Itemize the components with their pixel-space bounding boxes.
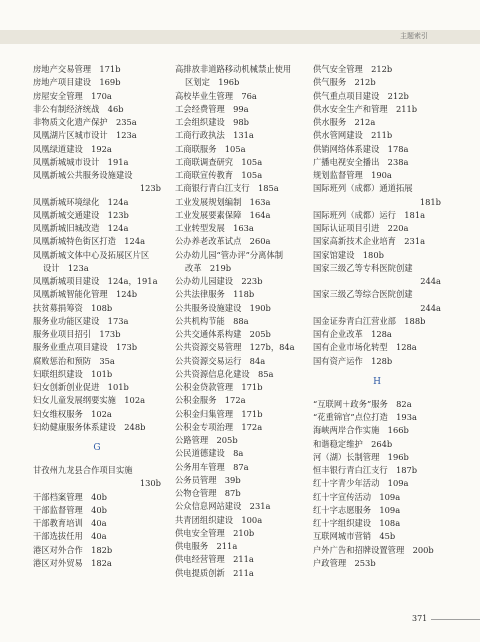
entry-list-col3-a	[313, 63, 441, 368]
index-entry: 国家三级乙等专科医院创建	[313, 262, 413, 273]
index-entry: 服务业功能区建设 173a	[33, 315, 129, 326]
index-entry: 供销网络体系建设 178a	[313, 143, 409, 154]
index-entry: 国家高新技术企业培育 231a	[313, 236, 426, 247]
index-entry: 规划监督管理 190a	[313, 170, 392, 180]
index-entry: 户政管理 253b	[313, 557, 376, 568]
index-entry: 国有企业改革 128a	[313, 329, 392, 339]
index-entry: 房地产交易管理 171b	[33, 64, 121, 74]
index-entry: 干部教育培训 40a	[33, 518, 107, 528]
page-number: 371	[412, 614, 428, 623]
index-entry: 房屋安全管理 170a	[33, 90, 112, 101]
index-entry: 海峡两岸合作实施 166b	[313, 425, 409, 436]
index-entry: 公物仓管理 87b	[175, 488, 241, 498]
index-entry: 工商行政执法 131a	[175, 130, 254, 141]
entry-list-col1-b	[33, 464, 161, 570]
index-column-3	[313, 63, 441, 570]
index-entry: 供气服务 212b	[313, 77, 376, 88]
running-header-label: 主题索引	[400, 32, 428, 40]
index-entry: 高校毕业生管理 76a	[175, 90, 257, 101]
running-header	[0, 30, 480, 44]
index-entry: 凤凰新城交通建设 123b	[33, 209, 129, 220]
index-entry: 供水服务 212a	[313, 117, 376, 127]
index-entry: 国际认证项目引进 220a	[313, 223, 409, 233]
section-letter-g: G	[93, 443, 101, 453]
index-entry: 妇幼健康服务体系建设 248b	[33, 421, 146, 432]
index-entry: 工业发展要素保障 164a	[175, 209, 271, 220]
index-entry: 国金证券青白江营业部 188b	[313, 315, 426, 326]
index-entry: 互联网城市营销 45b	[313, 531, 396, 542]
index-entry: 工业转型发展 163a	[175, 223, 254, 233]
index-entry: 红十字组织建设 108a	[313, 518, 401, 528]
entry-list-col3-b	[313, 398, 441, 570]
index-entry: 公办幼儿园“管办评”分离体制	[175, 249, 284, 260]
index-entry: 公众信息网站建设 231a	[175, 501, 271, 512]
index-entry: 凤凰新城旧城改造 124a	[33, 223, 129, 233]
index-entry: 供水管网建设 211b	[313, 130, 393, 141]
index-entry: 公民道德建设 8a	[175, 448, 244, 459]
index-entry: 非公有制经济统战 46b	[33, 103, 124, 114]
index-entry: 公积金贷款管理 171b	[175, 382, 263, 392]
index-entry: 凤凰新城公共服务设施建设	[33, 170, 133, 180]
index-entry: 公务员管理 39b	[175, 474, 241, 485]
index-entry: 供电服务 211a	[175, 541, 238, 551]
index-entry: 房地产项目建设 169b	[33, 77, 121, 88]
section-letter-h: H	[373, 376, 381, 387]
index-entry: 凤凰新城城市设计 191a	[33, 156, 129, 167]
index-entry: 广播电视安全播出 238a	[313, 156, 409, 167]
index-entry: “互联网＋政务”服务 82a	[313, 398, 412, 409]
index-entry: 公共资源信息化建设 85a	[175, 368, 274, 379]
index-entry: 国有资产运作 128b	[313, 355, 393, 366]
index-entry: 服务业重点项目建设 173b	[33, 342, 138, 353]
index-entry: 244a	[420, 302, 441, 313]
index-entry: 工业发展规划编制 163a	[175, 196, 271, 207]
index-entry: 供电安全管理 210b	[175, 527, 255, 538]
index-entry: 共青团组织建设 100a	[175, 514, 263, 525]
index-entry: 凤凰绿道建设 192a	[33, 143, 112, 154]
index-entry: 公务用车管理 87a	[175, 461, 249, 472]
index-entry: 妇女创新创业促进 101b	[33, 382, 129, 392]
index-entry: 工会组织建设 98b	[175, 117, 249, 127]
index-entry: 130b	[139, 478, 161, 489]
index-column-2	[175, 63, 303, 580]
index-entry: 供电提质创新 211a	[175, 567, 254, 578]
index-entry: 改革 219b	[185, 262, 232, 273]
index-entry: 凤凰新城智能化管理 124b	[33, 289, 138, 300]
index-entry: 设计 123a	[43, 262, 89, 273]
index-entry: 供电经营管理 211a	[175, 554, 254, 565]
index-entry: 工商联宣传教育 105a	[175, 170, 263, 180]
index-entry: 244a	[420, 276, 441, 286]
index-entry: 非物质文化遗产保护 235a	[33, 117, 137, 127]
page-rule	[431, 619, 480, 620]
index-entry: 腐败惩治和预防 35a	[33, 355, 115, 366]
index-entry: 红十字志愿服务 109a	[313, 504, 401, 515]
index-entry: 国际班列（成都）运行 181a	[313, 209, 426, 220]
index-entry: 供水安全生产和管理 211b	[313, 103, 418, 114]
index-entry: 扶贫募捐筹资 108b	[33, 302, 113, 313]
entry-list-col1-a	[33, 63, 161, 434]
index-entry: 公积金专项治理 172a	[175, 421, 263, 432]
index-entry: 工商联调查研究 105a	[175, 156, 263, 167]
index-entry: 妇女维权服务 102a	[33, 408, 112, 419]
index-entry: 红十字宣传活动 109a	[313, 491, 401, 502]
index-entry: 高排放非道路移动机械禁止使用	[175, 64, 292, 74]
index-entry: 公共交通体系构建 205b	[175, 329, 271, 339]
index-entry: 凤凰新城环境绿化 124a	[33, 196, 129, 207]
index-entry: 供气安全管理 212b	[313, 64, 393, 74]
index-entry: 干部监督管理 40b	[33, 504, 107, 515]
index-entry: 公办幼儿园建设 223b	[175, 276, 263, 286]
index-entry: 123b	[139, 183, 161, 194]
index-entry: 和谐稳定维护 264b	[313, 438, 393, 449]
index-entry: 凤凰湖片区城市设计 123a	[33, 130, 137, 141]
index-entry: 工会经费管理 99a	[175, 103, 249, 114]
index-entry: 凤凰新城特色街区打造 124a	[33, 236, 146, 247]
index-entry: 港区对外贸易 182a	[33, 557, 112, 568]
index-entry: 国家馆建设 180b	[313, 249, 384, 260]
index-entry: 干部档案管理 40b	[33, 491, 107, 502]
index-column-1	[33, 63, 161, 570]
index-entry: 干部选拔任用 40a	[33, 531, 107, 542]
index-entry: 凤凰新城文体中心及拓展区片区	[33, 249, 150, 260]
index-entry: 凤凰新城项目建设 124a，191a	[33, 276, 158, 286]
index-entry: 恒丰银行青白江支行 187b	[313, 465, 418, 475]
entry-list-col2	[175, 63, 303, 580]
index-entry: 河（湖）长制管理 196b	[313, 451, 409, 462]
index-entry: 国有企业市场化转型 128a	[313, 342, 417, 353]
index-entry: 公共法律服务 118b	[175, 289, 255, 300]
index-entry: 公路管理 205b	[175, 435, 238, 445]
index-entry: 妇联组织建设 101b	[33, 368, 113, 379]
index-entry: “花重锦官”点位打造 193a	[313, 412, 417, 422]
index-entry: 公共资源交易运行 84a	[175, 355, 266, 366]
index-entry: 公积金归集管理 171b	[175, 408, 263, 419]
index-entry: 国际班列（成都）通道拓展	[313, 183, 413, 194]
index-entry: 公共服务设施建设 190b	[175, 302, 271, 313]
index-entry: 181b	[419, 196, 441, 207]
index-entry: 户外广告和招牌设置管理 200b	[313, 544, 434, 555]
index-entry: 甘孜州九龙县合作项目实施	[33, 465, 133, 475]
index-entry: 公积金服务 172a	[175, 395, 246, 406]
index-entry: 港区对外合作 182b	[33, 544, 113, 555]
index-entry: 工商联服务 105a	[175, 143, 246, 154]
index-entry: 妇女儿童发展纲要实施 102a	[33, 395, 146, 406]
index-entry: 国家三级乙等综合医院创建	[313, 289, 413, 300]
index-entry: 服务业项目招引 173b	[33, 329, 121, 339]
index-entry: 红十字青少年活动 109a	[313, 478, 409, 489]
index-entry: 公办养老改革试点 260a	[175, 236, 271, 247]
index-entry: 供气重点项目建设 212b	[313, 90, 409, 101]
index-entry: 公共资源交易管理 127b，84a	[175, 342, 295, 353]
index-entry: 区划定 196b	[185, 77, 240, 88]
index-entry: 工商银行青白江支行 185a	[175, 183, 279, 194]
index-entry: 公共机构节能 88a	[175, 315, 249, 326]
